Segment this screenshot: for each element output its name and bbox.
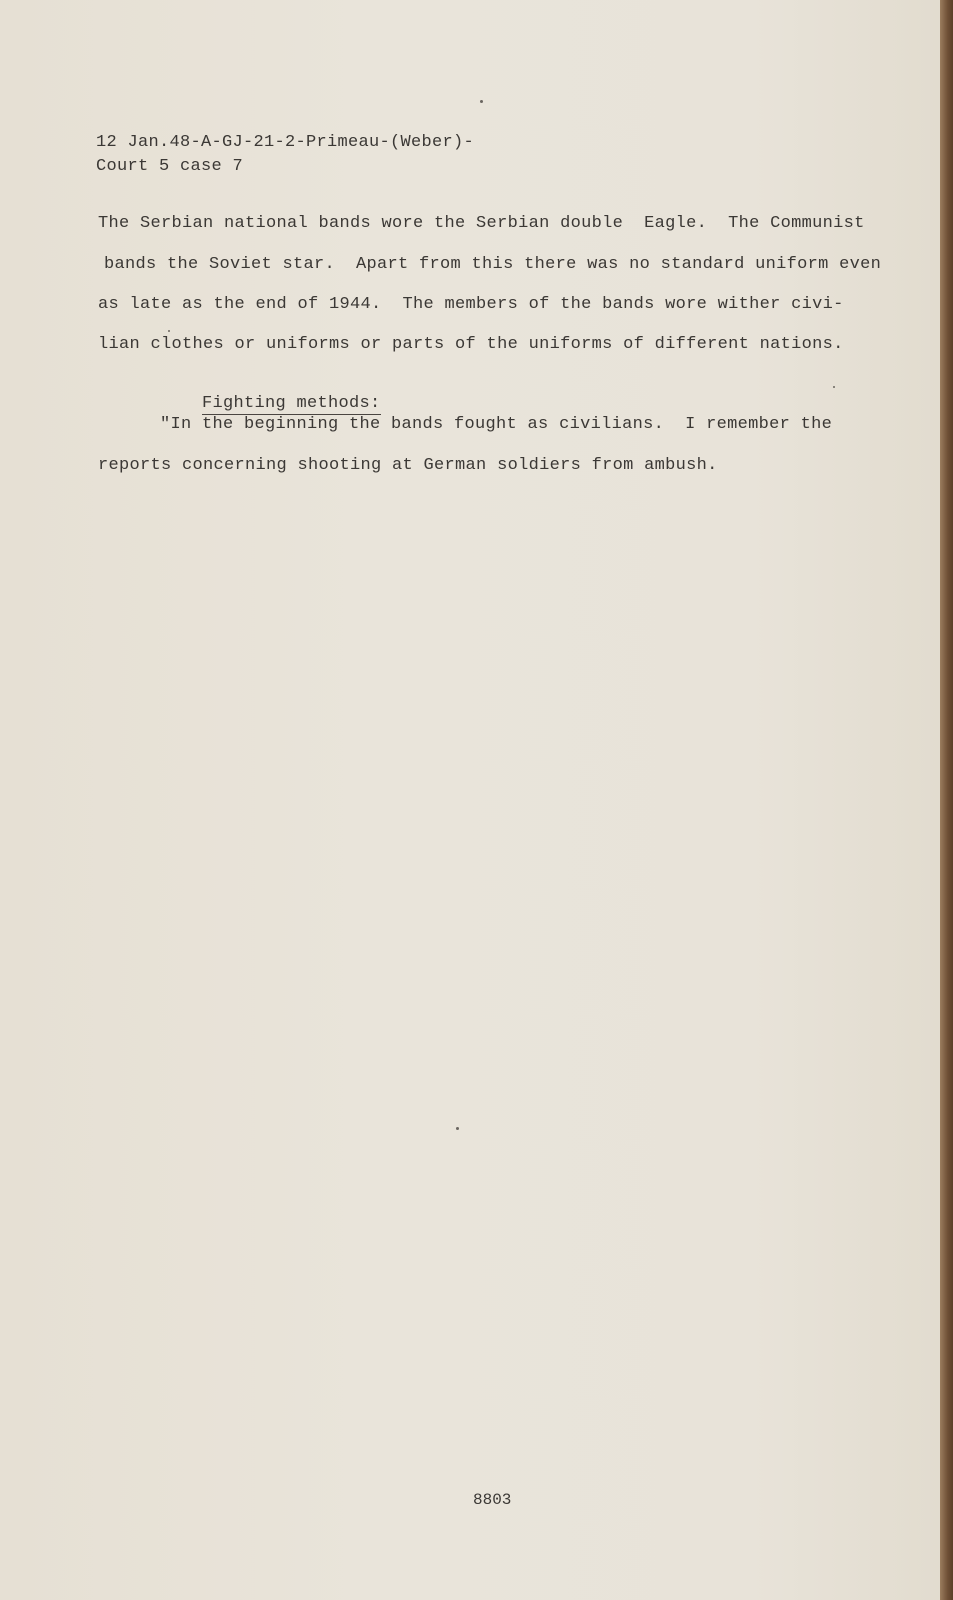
paper-speck [456, 1127, 459, 1130]
page-number: 8803 [473, 1491, 512, 1509]
scan-edge [940, 0, 953, 1600]
body-line-4: lian clothes or uniforms or parts of the uniforms of different nations. [98, 335, 844, 354]
section-line-1: "In the beginning the bands fought as civilians. I remember the [160, 415, 833, 434]
section-line-2: reports concerning shooting at German soldiers from ambush. [98, 456, 718, 475]
section-heading-text: Fighting methods: [202, 394, 381, 413]
paper-speck [833, 386, 835, 388]
paper-speck [480, 100, 483, 103]
document-header-reference: 12 Jan.48-A-GJ-21-2-Primeau-(Weber)- [96, 133, 475, 152]
body-line-2: bands the Soviet star. Apart from this there was no standard uniform even [104, 255, 882, 274]
body-line-3: as late as the end of 1944. The members of the bands wore wither civi- [98, 295, 844, 314]
document-header-court: Court 5 case 7 [96, 157, 244, 176]
paper-speck [168, 330, 170, 332]
body-line-1: The Serbian national bands wore the Serbian double Eagle. The Communist [98, 214, 865, 233]
